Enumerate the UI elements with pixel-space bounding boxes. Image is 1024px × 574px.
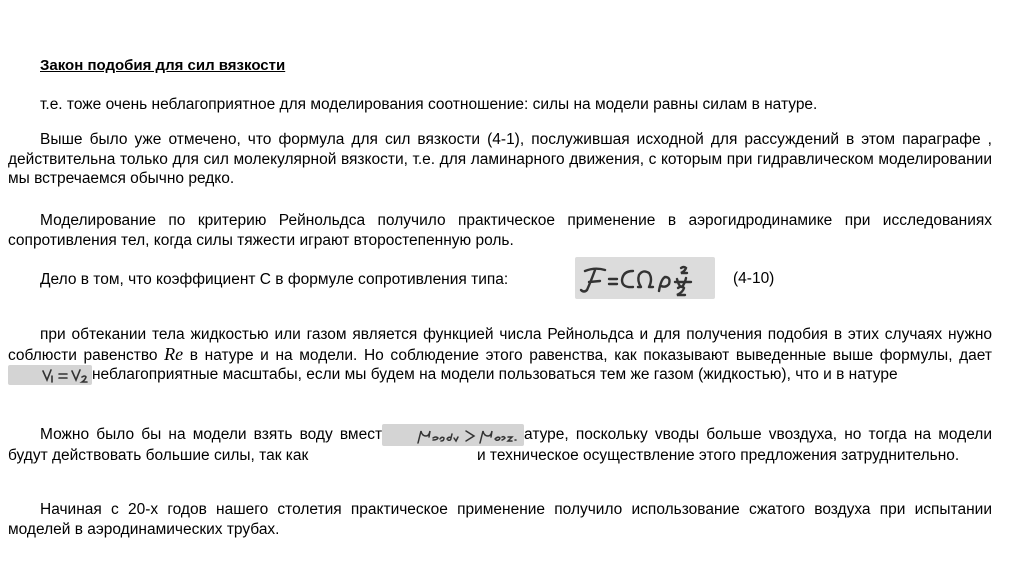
paragraph-5-part-a: при обтекании тела жидкостью или газом является функцией числа Рейнольдса и для получения подобия в этих случаях нужно соблюсти равенство (8, 326, 992, 364)
drag-formula-image (575, 257, 715, 299)
paragraph-2: Выше было уже отмечено, что формула для сил вязкости (4-1), послужившая исходной для рассуждений в этом параграфе , действительна только для сил молекулярной вязкости, т.е. для ламинарного движения, с которым при гидравлическом моделировании мы встречаемся обычно редко. (8, 131, 992, 187)
paragraph-6-part-a: Можно было бы на модели взять воду вмест (40, 426, 383, 444)
paragraph-6 (8, 424, 992, 466)
section-heading: Закон подобия для сил вязкости (40, 57, 286, 74)
nu-equality-drawing (40, 365, 92, 385)
mu-inequality-image (382, 424, 524, 446)
drag-formula-drawing (575, 257, 715, 299)
reynolds-symbol: Re (164, 343, 184, 364)
equation-number: (4-10) (733, 270, 775, 287)
paragraph-7: Начиная с 20-х годов нашего столетия практическое применение получило использование сжатого воздуха при испытании моделей в аэродинамических трубах. (8, 501, 992, 538)
paragraph-1: т.е. тоже очень неблагоприятное для моделирования соотношение: силы на модели равны силам в натуре. (40, 96, 818, 113)
mu-inequality-drawing (414, 424, 524, 446)
viscosity-equality-image (8, 365, 92, 385)
paragraph-6-part-c: и техническое осуществление этого предложения затруднительно. (476, 447, 960, 464)
paragraph-6-part-b: атуре, поскольку vводы больше vвоздуха, но тогда на модели будут действовать большие силы, так как (8, 426, 992, 464)
paragraph-5 (8, 325, 992, 385)
paragraph-5-part-c: неблагоприятные масштабы, если мы будем на модели пользоваться тем же газом (жидкостью), что и в натуре (92, 366, 898, 384)
paragraph-3: Моделирование по критерию Рейнольдса получило практическое применение в аэрогидродинамике при исследованиях сопротивления тел, когда силы тяжести играют второстепенную роль. (8, 212, 992, 249)
paragraph-4: Дело в том, что коэффициент С в формуле сопротивления типа: (40, 271, 509, 288)
paragraph-5-part-b: в натуре и на модели. Но соблюдение этого равенства, как показывают выведенные выше формулы, дает (189, 346, 992, 364)
